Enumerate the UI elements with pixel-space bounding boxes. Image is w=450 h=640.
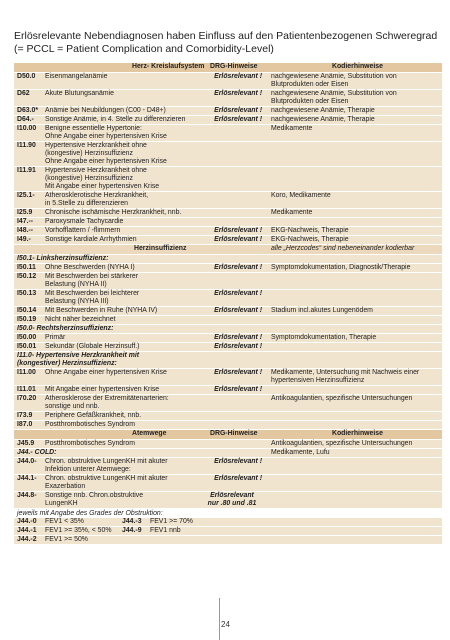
title-line-2: (= PCCL = Patient Complication and Comorbidity-Level) (14, 43, 274, 55)
table-row (14, 343, 442, 352)
grade-description: FEV1 >= 50% (45, 536, 88, 543)
diagnosis-code: I11.01 (17, 386, 36, 393)
table-row (14, 167, 442, 192)
title-line-1: Erlösrelevante Nebendiagnosen haben Einfluss auf den Patientenbezogenen Schweregrad (14, 30, 438, 42)
coding-hint: Medikamente (271, 125, 313, 132)
diagnosis-description: Paroxysmale Tachycardie (45, 218, 124, 225)
table-row (14, 73, 442, 90)
diagnosis-code: I11.90 (17, 142, 36, 149)
diagnosis-code: D62 (17, 90, 30, 97)
diagnosis-code: I10.00 (17, 125, 37, 132)
drg-hint: Erlösrelevant ! (214, 458, 262, 465)
diagnosis-description: Mit Beschwerden in Ruhe (NYHA IV) (45, 307, 158, 314)
page-title (14, 30, 439, 56)
diagnosis-code: J45.9 (17, 440, 35, 447)
diagnosis-description: Periphere Gefäßkrankheit, nnb. (45, 412, 142, 419)
grade-row (14, 527, 442, 536)
drg-hint: Erlösrelevant ! (214, 290, 262, 297)
coding-hint: Medikamente (271, 209, 313, 216)
page-number: 24 (221, 620, 230, 629)
page-divider (219, 598, 220, 640)
table-row (14, 107, 442, 116)
table-row (14, 492, 442, 509)
diagnosis-code: I47.-- (17, 218, 34, 225)
herz-kreislauf-header-row (14, 63, 442, 73)
grade-code: J44.-1 (17, 527, 37, 534)
table-row (14, 412, 442, 421)
grade-description: FEV1 >= 35%, < 50% (45, 527, 112, 534)
drg-hint: Erlösrelevant ! (214, 343, 262, 350)
grade-description: FEV1 >= 70% (150, 518, 193, 525)
table-row (14, 236, 442, 245)
diagnosis-code: J44.1- (17, 475, 37, 482)
coding-hint: EKG-Nachweis, Therapie (271, 236, 349, 243)
diagnosis-code: I70.20 (17, 395, 37, 402)
coding-hint: nachgewiesene Anämie, Therapie (271, 107, 375, 114)
table-row (14, 440, 442, 449)
diagnosis-code: D63.0* (17, 107, 39, 114)
grade-code: J44.-2 (17, 536, 37, 543)
table-row (14, 273, 442, 290)
drg-hint: Erlösrelevant ! (214, 264, 262, 271)
diagnosis-code: I49.- (17, 236, 31, 243)
diagnosis-description: Sonstige nnb. Chron.obstruktive LungenKH (45, 492, 144, 507)
diagnosis-description: Atherosklerose der Extremitätenarterien: sonstige und nnb. (45, 395, 169, 410)
diagnosis-description: Atherosklerotische Herzkrankheit, in 5.Stelle zu differenzieren (45, 192, 149, 207)
diagnosis-code: J44.0- (17, 458, 37, 465)
grade-row (14, 536, 442, 545)
diagnosis-code: I11.91 (17, 167, 36, 174)
diagnosis-description: Postthrombotisches Syndrom (45, 421, 135, 428)
header-drg: DRG-Hinweise (210, 63, 258, 70)
table-row (14, 458, 442, 475)
diagnosis-code: I50.00 (17, 334, 37, 341)
diagnosis-description: Hypertensive Herzkrankheit ohne (kongestive) Herzinsuffizienz Ohne Angabe einer hypertensiven Krise (45, 142, 167, 165)
cold-subsection (14, 449, 442, 458)
drg-hint: Erlösrelevant ! (214, 116, 262, 123)
table-row (14, 227, 442, 236)
diagnosis-code: I50.14 (17, 307, 37, 314)
coding-hint: nachgewiesene Anämie, Therapie (271, 116, 375, 123)
diagnosis-description: Mit Beschwerden bei leichterer Belastung (NYHA III) (45, 290, 140, 305)
section-herzinsuffizienz-label: Herzinsuffizienz (134, 245, 187, 252)
table-row (14, 475, 442, 492)
coding-hint: nachgewiesene Anämie, Substitution von Blutprodukten oder Eisen (271, 73, 397, 88)
diagnosis-code: I48.-- (17, 227, 34, 234)
coding-hint: Symptomdokumentation, Therapie (271, 334, 377, 341)
table-row (14, 334, 442, 343)
grade-description: FEV1 nnb (150, 527, 181, 534)
table-row (14, 386, 442, 395)
diagnosis-description: Postthrombotisches Syndrom (45, 440, 135, 447)
subsection-label: I50.0- Rechtsherzinsuffizienz: (17, 325, 114, 332)
drg-hint: Erlösrelevant ! (214, 307, 262, 314)
diagnosis-code: I11.00 (17, 369, 36, 376)
diagnosis-description: Eisenmangelanämie (45, 73, 108, 80)
drg-hint: Erlösrelevant ! (214, 90, 262, 97)
diagnosis-description: Chron. obstruktive LungenKH mit akuter Exazerbation (45, 475, 168, 490)
diagnosis-code: I50.12 (17, 273, 37, 280)
header-drg: DRG-Hinweise (210, 430, 258, 437)
table-row (14, 90, 442, 107)
drg-hint: Erlösrelevant ! (214, 334, 262, 341)
coding-hint: Koro, Medikamente (271, 192, 331, 199)
coding-hint: Antikoagulantien, spezifische Untersuchungen (271, 440, 413, 447)
obstruction-note: jeweils mit Angabe des Grades der Obstruktion: (17, 510, 163, 517)
diagnosis-description: Benigne essentielle Hypertonie: Ohne Angabe einer hypertensiven Krise (45, 125, 167, 140)
diagnosis-code: I25.9 (17, 209, 33, 216)
diagnosis-description: Nicht näher bezeichnet (45, 316, 116, 323)
diagnosis-code: I50.01 (17, 343, 37, 350)
coding-hint: Medikamente, Untersuchung mit Nachweis einer hypertensiven Herzinsuffizienz (271, 369, 420, 384)
linksherz-subsection (14, 255, 442, 264)
diagnosis-description: Chron. obstruktive LungenKH mit akuter Infektion unterer Atemwege: (45, 458, 168, 473)
drg-hint: Erlösrelevant ! (214, 369, 262, 376)
table-row (14, 290, 442, 307)
diagnosis-code: I50.19 (17, 316, 37, 323)
drg-hint: Erlösrelevant ! (214, 73, 262, 80)
diagnosis-description: Akute Blutungsanämie (45, 90, 114, 97)
coding-hint: Stadium incl.akutes Lungenödem (271, 307, 373, 314)
table-row (14, 209, 442, 218)
diagnosis-description: Chronische ischämische Herzkrankheit, nnb. (45, 209, 182, 216)
diagnosis-code: I73.9 (17, 412, 33, 419)
diagnosis-code: D64.- (17, 116, 34, 123)
diagnosis-code: I50.11 (17, 264, 36, 271)
diagnosis-description: Mit Beschwerden bei stärkerer Belastung (NYHA II) (45, 273, 139, 288)
coding-hint: Symptomdokumentation, Diagnostik/Therapie (271, 264, 411, 271)
table-row (14, 421, 442, 430)
diagnosis-description: Vorhofflattern / -flimmern (45, 227, 121, 234)
table-row (14, 116, 442, 125)
grade-code: J44.-0 (17, 518, 37, 525)
table-row (14, 369, 442, 386)
table-row (14, 192, 442, 209)
diagnosis-code: I25.1- (17, 192, 35, 199)
atemwege-header-row (14, 430, 442, 440)
rechtsherz-subsection (14, 325, 442, 334)
section-herzinsuffizienz-note: alle „Herzcodes“ sind nebeneinander kodierbar (271, 245, 415, 252)
table-row (14, 316, 442, 325)
diagnosis-description: Sonstige kardiale Arrhythmien (45, 236, 137, 243)
drg-hint: Erlösrelevant ! (214, 475, 262, 482)
header-system: Atemwege (132, 430, 167, 437)
drg-hint: Erlösrelevant ! (214, 107, 262, 114)
grade-description: FEV1 < 35% (45, 518, 84, 525)
subsection-label: I50.1- Linksherzinsuffizienz: (17, 255, 109, 262)
coding-hint: Medikamente, Lufu (271, 449, 330, 456)
grade-code: J44.-3 (122, 518, 142, 525)
diagnosis-code: I50.13 (17, 290, 37, 297)
diagnosis-code: D50.0 (17, 73, 36, 80)
header-kodierhinweise: Kodierhinweise (332, 430, 383, 437)
grade-code: J44.-9 (122, 527, 142, 534)
diagnosis-description: Primär (45, 334, 66, 341)
coding-hint: Antikoagulantien, spezifische Untersuchungen (271, 395, 413, 402)
table-row (14, 142, 442, 167)
coding-hint: EKG-Nachweis, Therapie (271, 227, 349, 234)
header-kodierhinweise: Kodierhinweise (332, 63, 383, 70)
diagnosis-description: Mit Angabe einer hypertensiven Krise (45, 386, 160, 393)
drg-hint: Erlösrelevant nur .80 und .81 (207, 492, 257, 507)
table-row (14, 395, 442, 412)
diagnosis-code: I87.0 (17, 421, 33, 428)
table-row (14, 264, 442, 273)
drg-hint: Erlösrelevant ! (214, 236, 262, 243)
grade-row (14, 518, 442, 527)
diagnosis-table (14, 63, 442, 545)
diagnosis-description: Ohne Angabe einer hypertensiven Krise (45, 369, 167, 376)
diagnosis-code: J44.8- (17, 492, 37, 499)
drg-hint: Erlösrelevant ! (214, 227, 262, 234)
diagnosis-description: Sonstige Anämie, in 4. Stelle zu differenzieren (45, 116, 186, 123)
table-row (14, 125, 442, 142)
diagnosis-description: Sekundär (Globale Herzinsuff.) (45, 343, 140, 350)
diagnosis-description: Hypertensive Herzkrankheit ohne (kongestive) Herzinsuffizienz Mit Angabe einer hypertensiven Krise (45, 167, 160, 190)
herzinsuffizienz-section-row (14, 245, 442, 255)
hypertensive-subsection (14, 352, 442, 369)
table-row (14, 218, 442, 227)
subsection-label: J44.- COLD: (17, 449, 57, 456)
table-row (14, 307, 442, 316)
subsection-label: I11.0- Hypertensive Herzkrankheit mit (kongestiver) Herzinsuffizienz: (17, 352, 140, 367)
diagnosis-description: Ohne Beschwerden (NYHA I) (45, 264, 135, 271)
diagnosis-description: Anämie bei Neubildungen (C00 - D48+) (45, 107, 166, 114)
drg-hint: Erlösrelevant ! (214, 386, 262, 393)
coding-hint: nachgewiesene Anämie, Substitution von Blutprodukten oder Eisen (271, 90, 397, 105)
header-system: Herz- Kreislaufsystem (132, 63, 205, 70)
